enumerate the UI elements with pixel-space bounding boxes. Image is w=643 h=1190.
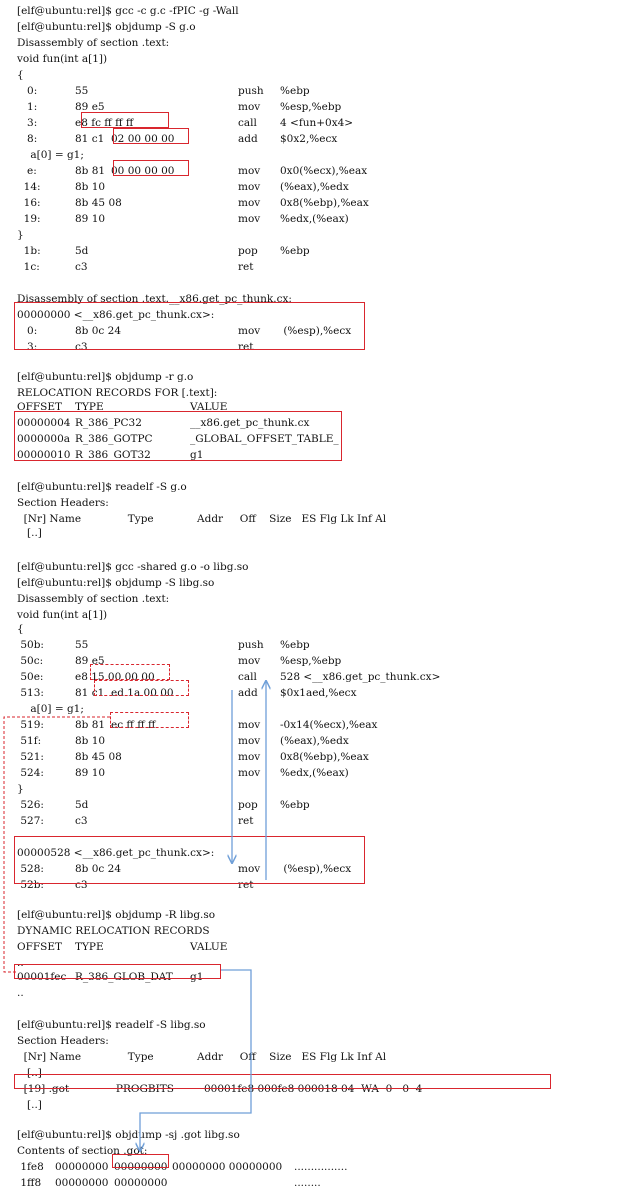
- asm-mnemonic: push: [238, 85, 264, 97]
- terminal-line: [..]: [17, 527, 42, 539]
- reloc-value: g1: [190, 449, 204, 461]
- asm-address: 0:: [17, 325, 38, 337]
- asm-operand-bytes: fc ff ff ff: [91, 117, 134, 129]
- terminal-line: [elf@ubuntu:rel]$ objdump -S libg.so: [17, 577, 215, 589]
- terminal-line: {: [17, 623, 24, 635]
- reloc-type: TYPE: [75, 941, 104, 953]
- asm-address: 519:: [17, 719, 44, 731]
- terminal-line: Section Headers:: [17, 497, 109, 509]
- asm-address: 50b:: [17, 639, 44, 651]
- terminal-line: DYNAMIC RELOCATION RECORDS: [17, 925, 210, 937]
- asm-opcode: 89 e5: [75, 101, 105, 113]
- dump-ascii: ................: [294, 1161, 348, 1173]
- dump-words: 00000000 00000000: [172, 1161, 283, 1173]
- terminal-line: Disassembly of section .text.__x86.get_pc_thunk.cx:: [17, 293, 292, 305]
- reloc-value: VALUE: [190, 401, 228, 413]
- reloc-value: __x86.get_pc_thunk.cx: [190, 417, 310, 429]
- asm-operands: %esp,%ebp: [280, 101, 342, 113]
- reloc-offset: OFFSET: [17, 401, 63, 413]
- asm-operands: 0x8(%ebp),%eax: [280, 197, 369, 209]
- asm-operand-bytes: ed 1a 00 00: [111, 687, 174, 699]
- operand-box-add: [113, 128, 189, 144]
- asm-mnemonic: mov: [238, 767, 261, 779]
- terminal-line: [..]: [17, 1099, 42, 1111]
- asm-operands: %edx,(%eax): [280, 213, 349, 225]
- asm-opcode: e8: [75, 671, 88, 683]
- asm-opcode: 81 c1: [75, 687, 105, 699]
- asm-operands: %ebp: [280, 245, 310, 257]
- asm-mnemonic: ret: [238, 261, 254, 273]
- thunk-box-so: [14, 836, 365, 884]
- asm-opcode: 81 c1: [75, 133, 105, 145]
- asm-opcode: 8b 45 08: [75, 751, 122, 763]
- terminal-line: [19] .got PROGBITS 00001fe8 000fe8 000018 04 WA 0 0 4: [17, 1083, 423, 1095]
- asm-address: 1:: [17, 101, 38, 113]
- asm-operands: %ebp: [280, 85, 310, 97]
- terminal-line: {: [17, 69, 24, 81]
- got-entry-box: [112, 1154, 169, 1168]
- asm-opcode: c3: [75, 341, 88, 353]
- asm-mnemonic: mov: [238, 719, 261, 731]
- asm-mnemonic: mov: [238, 165, 261, 177]
- terminal-line: Section Headers:: [17, 1035, 109, 1047]
- asm-mnemonic: mov: [238, 751, 261, 763]
- asm-operands: (%eax),%edx: [280, 735, 349, 747]
- asm-operands: (%eax),%edx: [280, 181, 349, 193]
- asm-address: e:: [17, 165, 37, 177]
- asm-mnemonic: mov: [238, 325, 261, 337]
- asm-address: 50e:: [17, 671, 44, 683]
- asm-operands: $0x1aed,%ecx: [280, 687, 357, 699]
- reloc-type: R_386_PC32: [75, 417, 142, 429]
- dump-word: 00000000: [55, 1177, 109, 1189]
- reloc-offset: OFFSET: [17, 941, 63, 953]
- terminal-line: [Nr] Name Type Addr Off Size ES Flg Lk Inf Al: [17, 1051, 387, 1063]
- asm-operand-bytes: 02 00 00 00: [111, 133, 175, 145]
- asm-mnemonic: mov: [238, 863, 261, 875]
- terminal-line: [elf@ubuntu:rel]$ gcc -c g.c -fPIC -g -Wall: [17, 5, 239, 17]
- asm-opcode: 8b 45 08: [75, 197, 122, 209]
- operand-box-mov-so: [110, 712, 189, 728]
- terminal-line: a[0] = g1;: [17, 703, 84, 715]
- asm-operands: (%esp),%ecx: [280, 863, 352, 875]
- asm-opcode: 8b 81: [75, 719, 106, 731]
- globdat-box: [14, 964, 221, 979]
- asm-address: 8:: [17, 133, 38, 145]
- asm-mnemonic: push: [238, 639, 264, 651]
- reloc-value: _GLOBAL_OFFSET_TABLE_: [190, 433, 339, 445]
- dump-address: 1ff8: [17, 1177, 42, 1189]
- asm-address: 0:: [17, 85, 38, 97]
- asm-opcode: c3: [75, 261, 88, 273]
- asm-mnemonic: mov: [238, 213, 261, 225]
- asm-mnemonic: call: [238, 117, 257, 129]
- terminal-line: RELOCATION RECORDS FOR [.text]:: [17, 387, 218, 399]
- asm-mnemonic: ret: [238, 879, 254, 891]
- dump-ascii: ........: [294, 1177, 321, 1189]
- terminal-line: 00000000 <__x86.get_pc_thunk.cx>:: [17, 309, 215, 321]
- terminal-line: Disassembly of section .text:: [17, 593, 170, 605]
- asm-mnemonic: mov: [238, 101, 261, 113]
- asm-operand-bytes: 15 00 00 00: [91, 671, 155, 683]
- asm-opcode: 5d: [75, 245, 89, 257]
- dump-word: 00000000: [114, 1161, 168, 1173]
- dump-word: 00000000: [114, 1177, 168, 1189]
- asm-mnemonic: ret: [238, 815, 254, 827]
- terminal-line: [elf@ubuntu:rel]$ objdump -S g.o: [17, 21, 196, 33]
- asm-operands: %ebp: [280, 799, 310, 811]
- got-section-box: [14, 1074, 551, 1089]
- asm-address: 1c:: [17, 261, 40, 273]
- terminal-line: void fun(int a[1]): [17, 609, 108, 621]
- asm-mnemonic: mov: [238, 197, 261, 209]
- asm-address: 52b:: [17, 879, 44, 891]
- reloc-value: VALUE: [190, 941, 228, 953]
- asm-operand-bytes: 00 00 00 00: [111, 165, 175, 177]
- asm-operands: %ebp: [280, 639, 310, 651]
- terminal-line: void fun(int a[1]): [17, 53, 108, 65]
- asm-address: 527:: [17, 815, 44, 827]
- reloc-type: R_386_GOTPC: [75, 433, 153, 445]
- terminal-line: [elf@ubuntu:rel]$ objdump -R libg.so: [17, 909, 216, 921]
- asm-operands: 0x0(%ecx),%eax: [280, 165, 368, 177]
- terminal-line: [Nr] Name Type Addr Off Size ES Flg Lk Inf Al: [17, 513, 387, 525]
- asm-mnemonic: mov: [238, 181, 261, 193]
- asm-operands: 0x8(%ebp),%eax: [280, 751, 369, 763]
- asm-operands: $0x2,%ecx: [280, 133, 338, 145]
- asm-address: 16:: [17, 197, 41, 209]
- asm-address: 526:: [17, 799, 44, 811]
- terminal-line: 00000528 <__x86.get_pc_thunk.cx>:: [17, 847, 215, 859]
- asm-opcode: 89 10: [75, 767, 106, 779]
- asm-operands: %edx,(%eax): [280, 767, 349, 779]
- reloc-value: g1: [190, 971, 204, 983]
- reloc-offset: 00001fec: [17, 971, 67, 983]
- thunk-section-box: [14, 302, 365, 350]
- asm-operands: 4 <fun+0x4>: [280, 117, 354, 129]
- asm-operands: (%esp),%ecx: [280, 325, 352, 337]
- asm-address: 50c:: [17, 655, 44, 667]
- operand-box-call-so: [90, 664, 170, 680]
- asm-mnemonic: ret: [238, 341, 254, 353]
- asm-opcode: 5d: [75, 799, 89, 811]
- asm-opcode: c3: [75, 879, 88, 891]
- asm-operand-bytes: ec ff ff ff: [111, 719, 156, 731]
- reloc-offset: 00000004: [17, 417, 71, 429]
- dump-word: 00000000: [55, 1161, 109, 1173]
- asm-opcode: 89 e5: [75, 655, 105, 667]
- terminal-line: a[0] = g1;: [17, 149, 84, 161]
- reloc-offset: 0000000a: [17, 433, 71, 445]
- terminal-line: [elf@ubuntu:rel]$ objdump -r g.o: [17, 371, 194, 383]
- terminal-line: }: [17, 783, 24, 795]
- asm-address: 521:: [17, 751, 44, 763]
- asm-address: 528:: [17, 863, 44, 875]
- asm-mnemonic: add: [238, 687, 258, 699]
- asm-address: 14:: [17, 181, 41, 193]
- asm-opcode: c3: [75, 815, 88, 827]
- terminal-line: ..: [17, 957, 24, 969]
- asm-opcode: e8: [75, 117, 88, 129]
- asm-address: 1b:: [17, 245, 41, 257]
- terminal-line: Disassembly of section .text:: [17, 37, 170, 49]
- terminal-line: ..: [17, 987, 24, 999]
- asm-opcode: 8b 0c 24: [75, 863, 121, 875]
- asm-opcode: 89 10: [75, 213, 106, 225]
- asm-address: 513:: [17, 687, 44, 699]
- reloc-type: R_386_GLOB_DAT: [75, 971, 173, 983]
- asm-address: 19:: [17, 213, 41, 225]
- terminal-line: Contents of section .got:: [17, 1145, 148, 1157]
- asm-address: 3:: [17, 117, 38, 129]
- operand-box-mov: [113, 160, 189, 176]
- asm-address: 3:: [17, 341, 38, 353]
- terminal-line: [elf@ubuntu:rel]$ objdump -sj .got libg.so: [17, 1129, 240, 1141]
- reloc-type: TYPE: [75, 401, 104, 413]
- operand-box-add-so: [94, 680, 189, 696]
- asm-operands: 528 <__x86.get_pc_thunk.cx>: [280, 671, 441, 683]
- asm-opcode: 8b 10: [75, 735, 106, 747]
- reloc-type: R_386_GOT32: [75, 449, 151, 461]
- asm-address: 524:: [17, 767, 44, 779]
- terminal-line: [elf@ubuntu:rel]$ gcc -shared g.o -o libg.so: [17, 561, 249, 573]
- reloc-records-box: [14, 411, 342, 461]
- asm-mnemonic: add: [238, 133, 258, 145]
- operand-box-call: [81, 112, 169, 128]
- reloc-offset: 00000010: [17, 449, 71, 461]
- asm-opcode: 55: [75, 85, 89, 97]
- asm-opcode: 55: [75, 639, 89, 651]
- asm-opcode: 8b 10: [75, 181, 106, 193]
- terminal-line: [..]: [17, 1067, 42, 1079]
- asm-mnemonic: mov: [238, 655, 261, 667]
- asm-mnemonic: pop: [238, 799, 258, 811]
- asm-mnemonic: call: [238, 671, 257, 683]
- dump-address: 1fe8: [17, 1161, 44, 1173]
- asm-mnemonic: mov: [238, 735, 261, 747]
- terminal-line: [elf@ubuntu:rel]$ readelf -S g.o: [17, 481, 187, 493]
- asm-address: 51f:: [17, 735, 42, 747]
- asm-mnemonic: pop: [238, 245, 258, 257]
- terminal-line: }: [17, 229, 24, 241]
- terminal-line: [elf@ubuntu:rel]$ readelf -S libg.so: [17, 1019, 206, 1031]
- asm-opcode: 8b 81: [75, 165, 106, 177]
- asm-operands: %esp,%ebp: [280, 655, 342, 667]
- asm-opcode: 8b 0c 24: [75, 325, 121, 337]
- asm-operands: -0x14(%ecx),%eax: [280, 719, 378, 731]
